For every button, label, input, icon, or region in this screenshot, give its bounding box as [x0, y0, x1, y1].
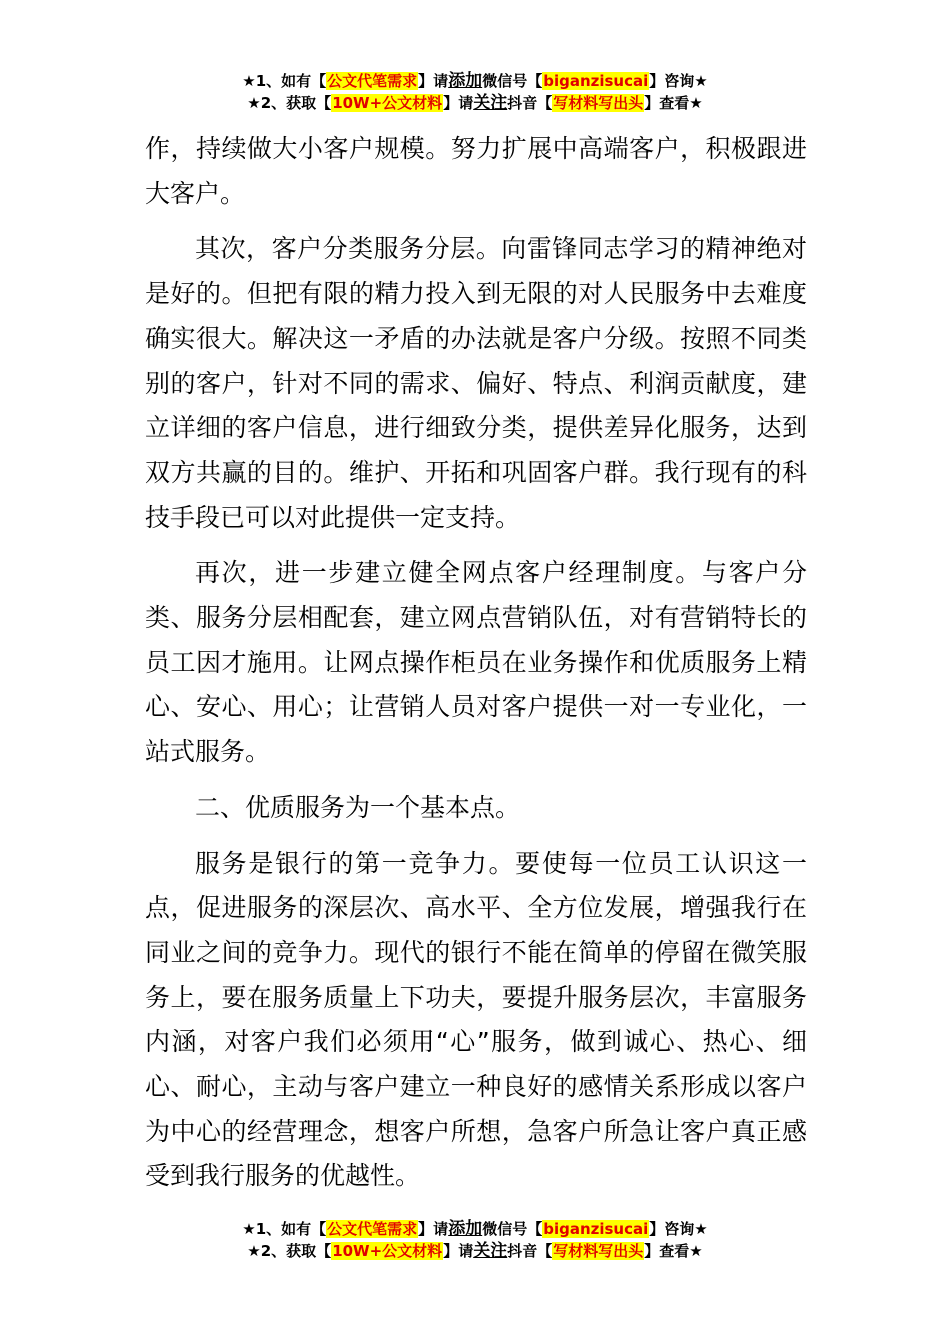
- footer-banner: [0, 1218, 950, 1262]
- highlight-materials: 10W+公文材料: [332, 94, 443, 112]
- paragraph-thirdly: 再次，进一步建立健全网点客户经理制度。与客户分类、服务分层相配套，建立网点营销队伍，对有营销特长的员工因才施用。让网点操作柜员在业务操作和优质服务上精心、安心、用心；让营销人员对客户提供一对一专业化，一站式服务。: [145, 558, 807, 767]
- highlight-service: 公文代笔需求: [327, 72, 418, 90]
- highlight-wechat-id: biganzisucai: [543, 1220, 649, 1238]
- paragraph-continued: 作，持续做大小客户规模。努力扩展中高端客户，积极跟进大客户。: [145, 134, 807, 208]
- section-heading-2: 二、优质服务为一个基本点。: [195, 792, 521, 822]
- footer-banner-line-1: ★1、如有【公文代笔需求】请添加微信号【biganzisucai】咨询★: [242, 1219, 708, 1239]
- footer-banner-line-2: ★2、获取【10W+公文材料】请关注抖音【写材料写出头】查看★: [247, 1241, 703, 1261]
- header-banner-line-1: ★1、如有【公文代笔需求】请添加微信号【biganzisucai】咨询★: [242, 71, 708, 91]
- paragraph-service: 服务是银行的第一竞争力。要使每一位员工认识这一点，促进服务的深层次、高水平、全方位发展，增强我行在同业之间的竞争力。现代的银行不能在简单的停留在微笑服务上，要在服务质量上下功夫，要提升服务层次，丰富服务内涵，对客户我们必须用“心”服务，做到诚心、热心、细心、耐心，主动与客户建立一种良好的感情关系形成以客户为中心的经营理念，想客户所想，急客户所急让客户真正感受到我行服务的优越性。: [145, 848, 807, 1191]
- paragraph-secondly: 其次，客户分类服务分层。向雷锋同志学习的精神绝对是好的。但把有限的精力投入到无限的对人民服务中去难度确实很大。解决这一矛盾的办法就是客户分级。按照不同类别的客户，针对不同的需求、偏好、特点、利润贡献度，建立详细的客户信息，进行细致分类，提供差异化服务，达到双方共赢的目的。维护、开拓和巩固客户群。我行现有的科技手段已可以对此提供一定支持。: [145, 234, 807, 532]
- header-banner: [0, 70, 950, 114]
- highlight-service: 公文代笔需求: [327, 1220, 418, 1238]
- document-body: [145, 127, 807, 1210]
- highlight-douyin: 写材料写出头: [553, 94, 644, 112]
- header-banner-line-2: ★2、获取【10W+公文材料】请关注抖音【写材料写出头】查看★: [247, 93, 703, 113]
- highlight-douyin: 写材料写出头: [553, 1242, 644, 1260]
- highlight-wechat-id: biganzisucai: [543, 72, 649, 90]
- highlight-materials: 10W+公文材料: [332, 1242, 443, 1260]
